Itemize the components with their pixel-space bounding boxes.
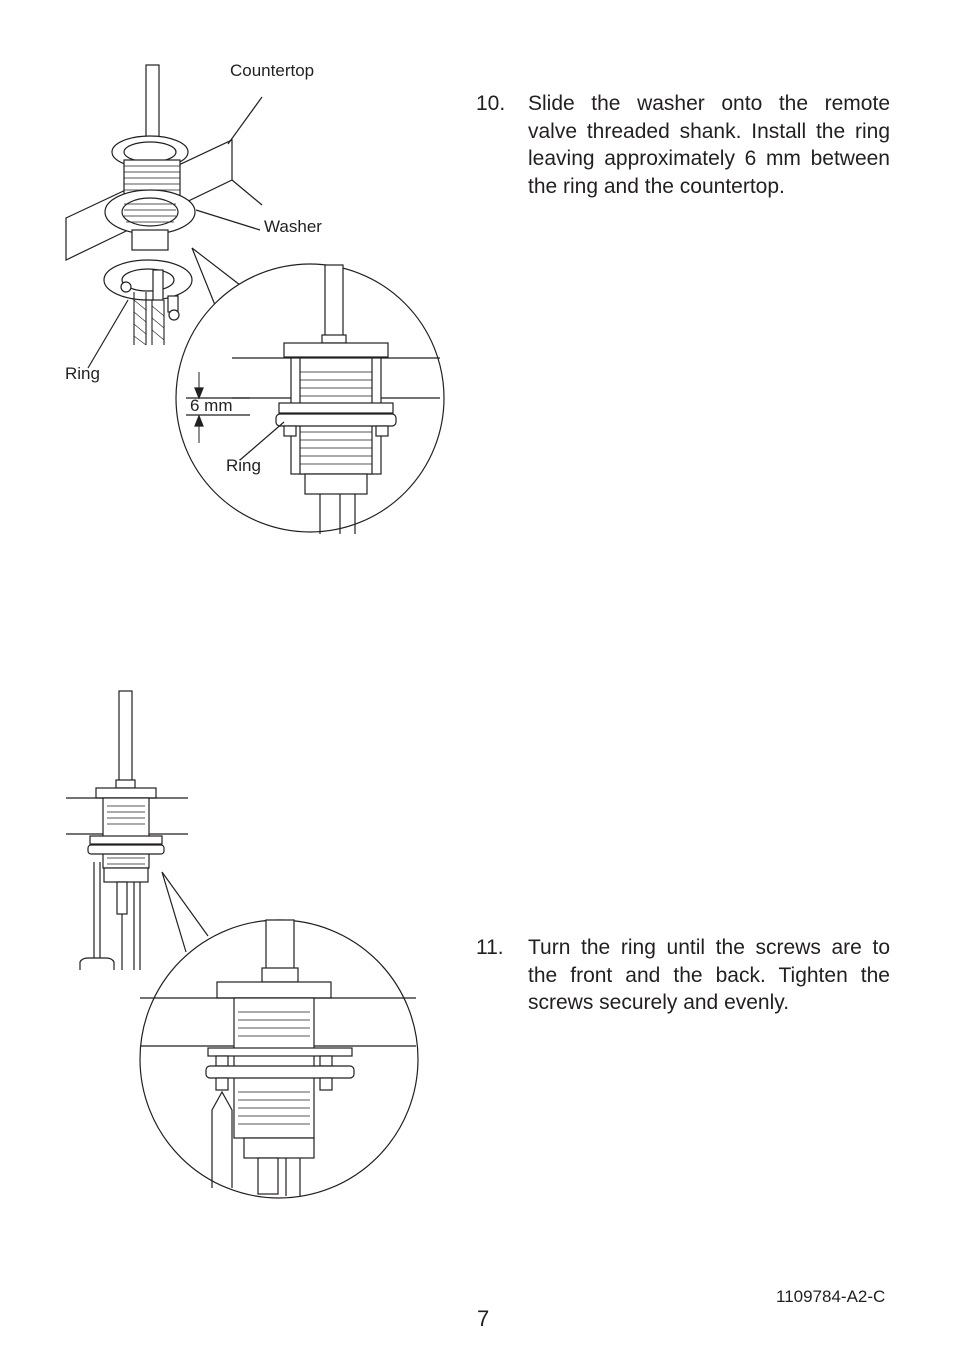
label-ring-detail: Ring <box>226 456 261 475</box>
document-id: 1109784-A2-C <box>776 1287 886 1306</box>
step-number: 11. <box>476 936 504 959</box>
label-ring: Ring <box>65 364 100 383</box>
page-number: 7 <box>477 1306 490 1331</box>
step-text: Slide the washer onto the remote valve threaded shank. Install the ring leaving approximately 6 mm between the ring and the countertop. <box>528 92 890 198</box>
label-countertop: Countertop <box>230 61 315 80</box>
shank-rod <box>146 65 159 147</box>
step-number: 10. <box>476 92 506 115</box>
step-10 <box>476 90 890 200</box>
label-dimension: 6 mm <box>190 396 233 415</box>
step-text: Turn the ring until the screws are to the front and the back. Tighten the screws securely and evenly. <box>528 936 890 1014</box>
step-11 <box>476 934 890 1017</box>
label-washer: Washer <box>264 217 322 236</box>
